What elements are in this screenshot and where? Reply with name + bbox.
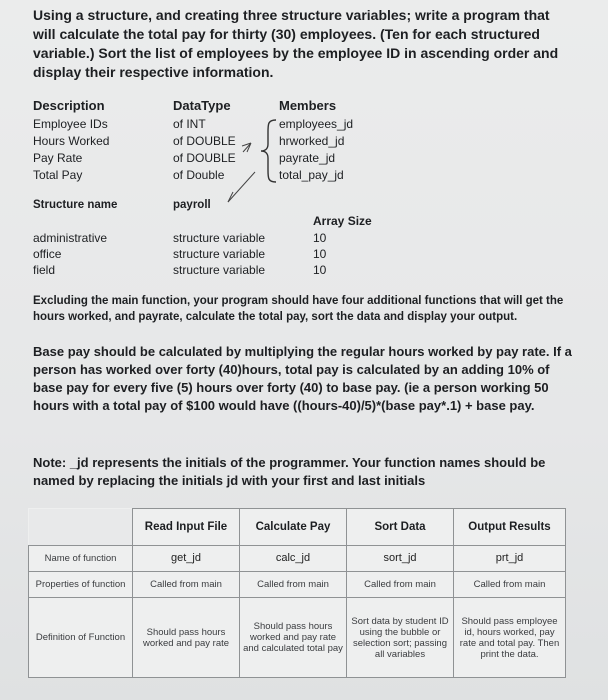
column-header: Output Results — [454, 509, 566, 546]
description-cell: Pay Rate — [33, 151, 83, 165]
functions-table — [28, 508, 566, 678]
member-cell: total_pay_jd — [279, 168, 344, 182]
datatype-cell: of INT — [173, 117, 206, 131]
table-cell: Called from main — [133, 572, 240, 598]
row-label: Definition of Function — [29, 598, 133, 678]
table-row — [29, 598, 566, 678]
table-row — [29, 572, 566, 598]
table-cell: sort_jd — [347, 546, 454, 572]
description-cell: Total Pay — [33, 168, 83, 182]
datatype-cell: of Double — [173, 168, 225, 182]
table-cell: prt_jd — [454, 546, 566, 572]
table-cell: Called from main — [454, 572, 566, 598]
array-size-header: Array Size — [313, 214, 372, 228]
variable-name: field — [33, 263, 56, 277]
datatype-cell: of DOUBLE — [173, 151, 236, 165]
members-header: Members — [279, 98, 337, 113]
table-cell: calc_jd — [240, 546, 347, 572]
structure-name-label: Structure name — [33, 199, 118, 211]
variable-type: structure variable — [173, 247, 266, 261]
column-header: Sort Data — [347, 509, 454, 546]
table-header-row — [29, 509, 566, 546]
table-corner — [29, 509, 133, 546]
description-cell: Employee IDs — [33, 117, 108, 131]
array-size: 10 — [313, 231, 327, 245]
base-pay-paragraph: Base pay should be calculated by multiplying the regular hours worked by pay rate. If a person has worked over forty (40)hours, total pay is calculated by an adding 10% of base pay for every five (5) hours over forty (40) to base pay. (ie a person working 50 hours with a total pay of $100 would have ((hours-40)/5)*(base pay*.1) + base pay. — [33, 344, 572, 413]
variable-type: structure variable — [173, 231, 266, 245]
variable-type: structure variable — [173, 263, 266, 277]
datatype-cell: of DOUBLE — [173, 134, 236, 148]
table-cell: Called from main — [347, 572, 454, 598]
note-paragraph: Note: _jd represents the initials of the programmer. Your function names should be named by replacing the initials jd with your first and last initials — [33, 455, 546, 488]
table-cell: get_jd — [133, 546, 240, 572]
array-size: 10 — [313, 263, 327, 277]
variable-name: administrative — [33, 231, 108, 245]
datatype-header: DataType — [173, 98, 231, 113]
member-cell: employees_jd — [279, 117, 354, 131]
column-header: Read Input File — [133, 509, 240, 546]
table-cell: Called from main — [240, 572, 347, 598]
table-cell: Should pass hours worked and pay rate and calculated total pay — [240, 598, 347, 678]
member-cell: hrworked_jd — [279, 134, 345, 148]
array-size: 10 — [313, 247, 327, 261]
structure-name-value: payroll — [173, 199, 211, 211]
row-label: Properties of function — [29, 572, 133, 598]
table-cell: Should pass hours worked and pay rate — [133, 598, 240, 678]
variable-name: office — [33, 247, 62, 261]
description-header: Description — [33, 98, 105, 113]
description-cell: Hours Worked — [33, 134, 110, 148]
intro-paragraph: Using a structure, and creating three structure variables; write a program that will calculate the total pay for thirty (30) employees. (Ten for each structured variable.) Sort the list of employees by the employee ID in ascending order and display their respective information. — [33, 7, 559, 80]
table-cell: Should pass employee id, hours worked, pay rate and total pay. Then print the data. — [454, 598, 566, 678]
table-cell: Sort data by student ID using the bubble or selection sort; passing all variables — [347, 598, 454, 678]
member-cell: payrate_jd — [279, 151, 336, 165]
column-header: Calculate Pay — [240, 509, 347, 546]
row-label: Name of function — [29, 546, 133, 572]
functions-paragraph: Excluding the main function, your program should have four additional functions that will get the hours worked, and payrate, calculate the total pay, sort the data and display your output. — [33, 295, 564, 323]
pencil-arrow-icon — [225, 140, 265, 210]
table-row — [29, 546, 566, 572]
